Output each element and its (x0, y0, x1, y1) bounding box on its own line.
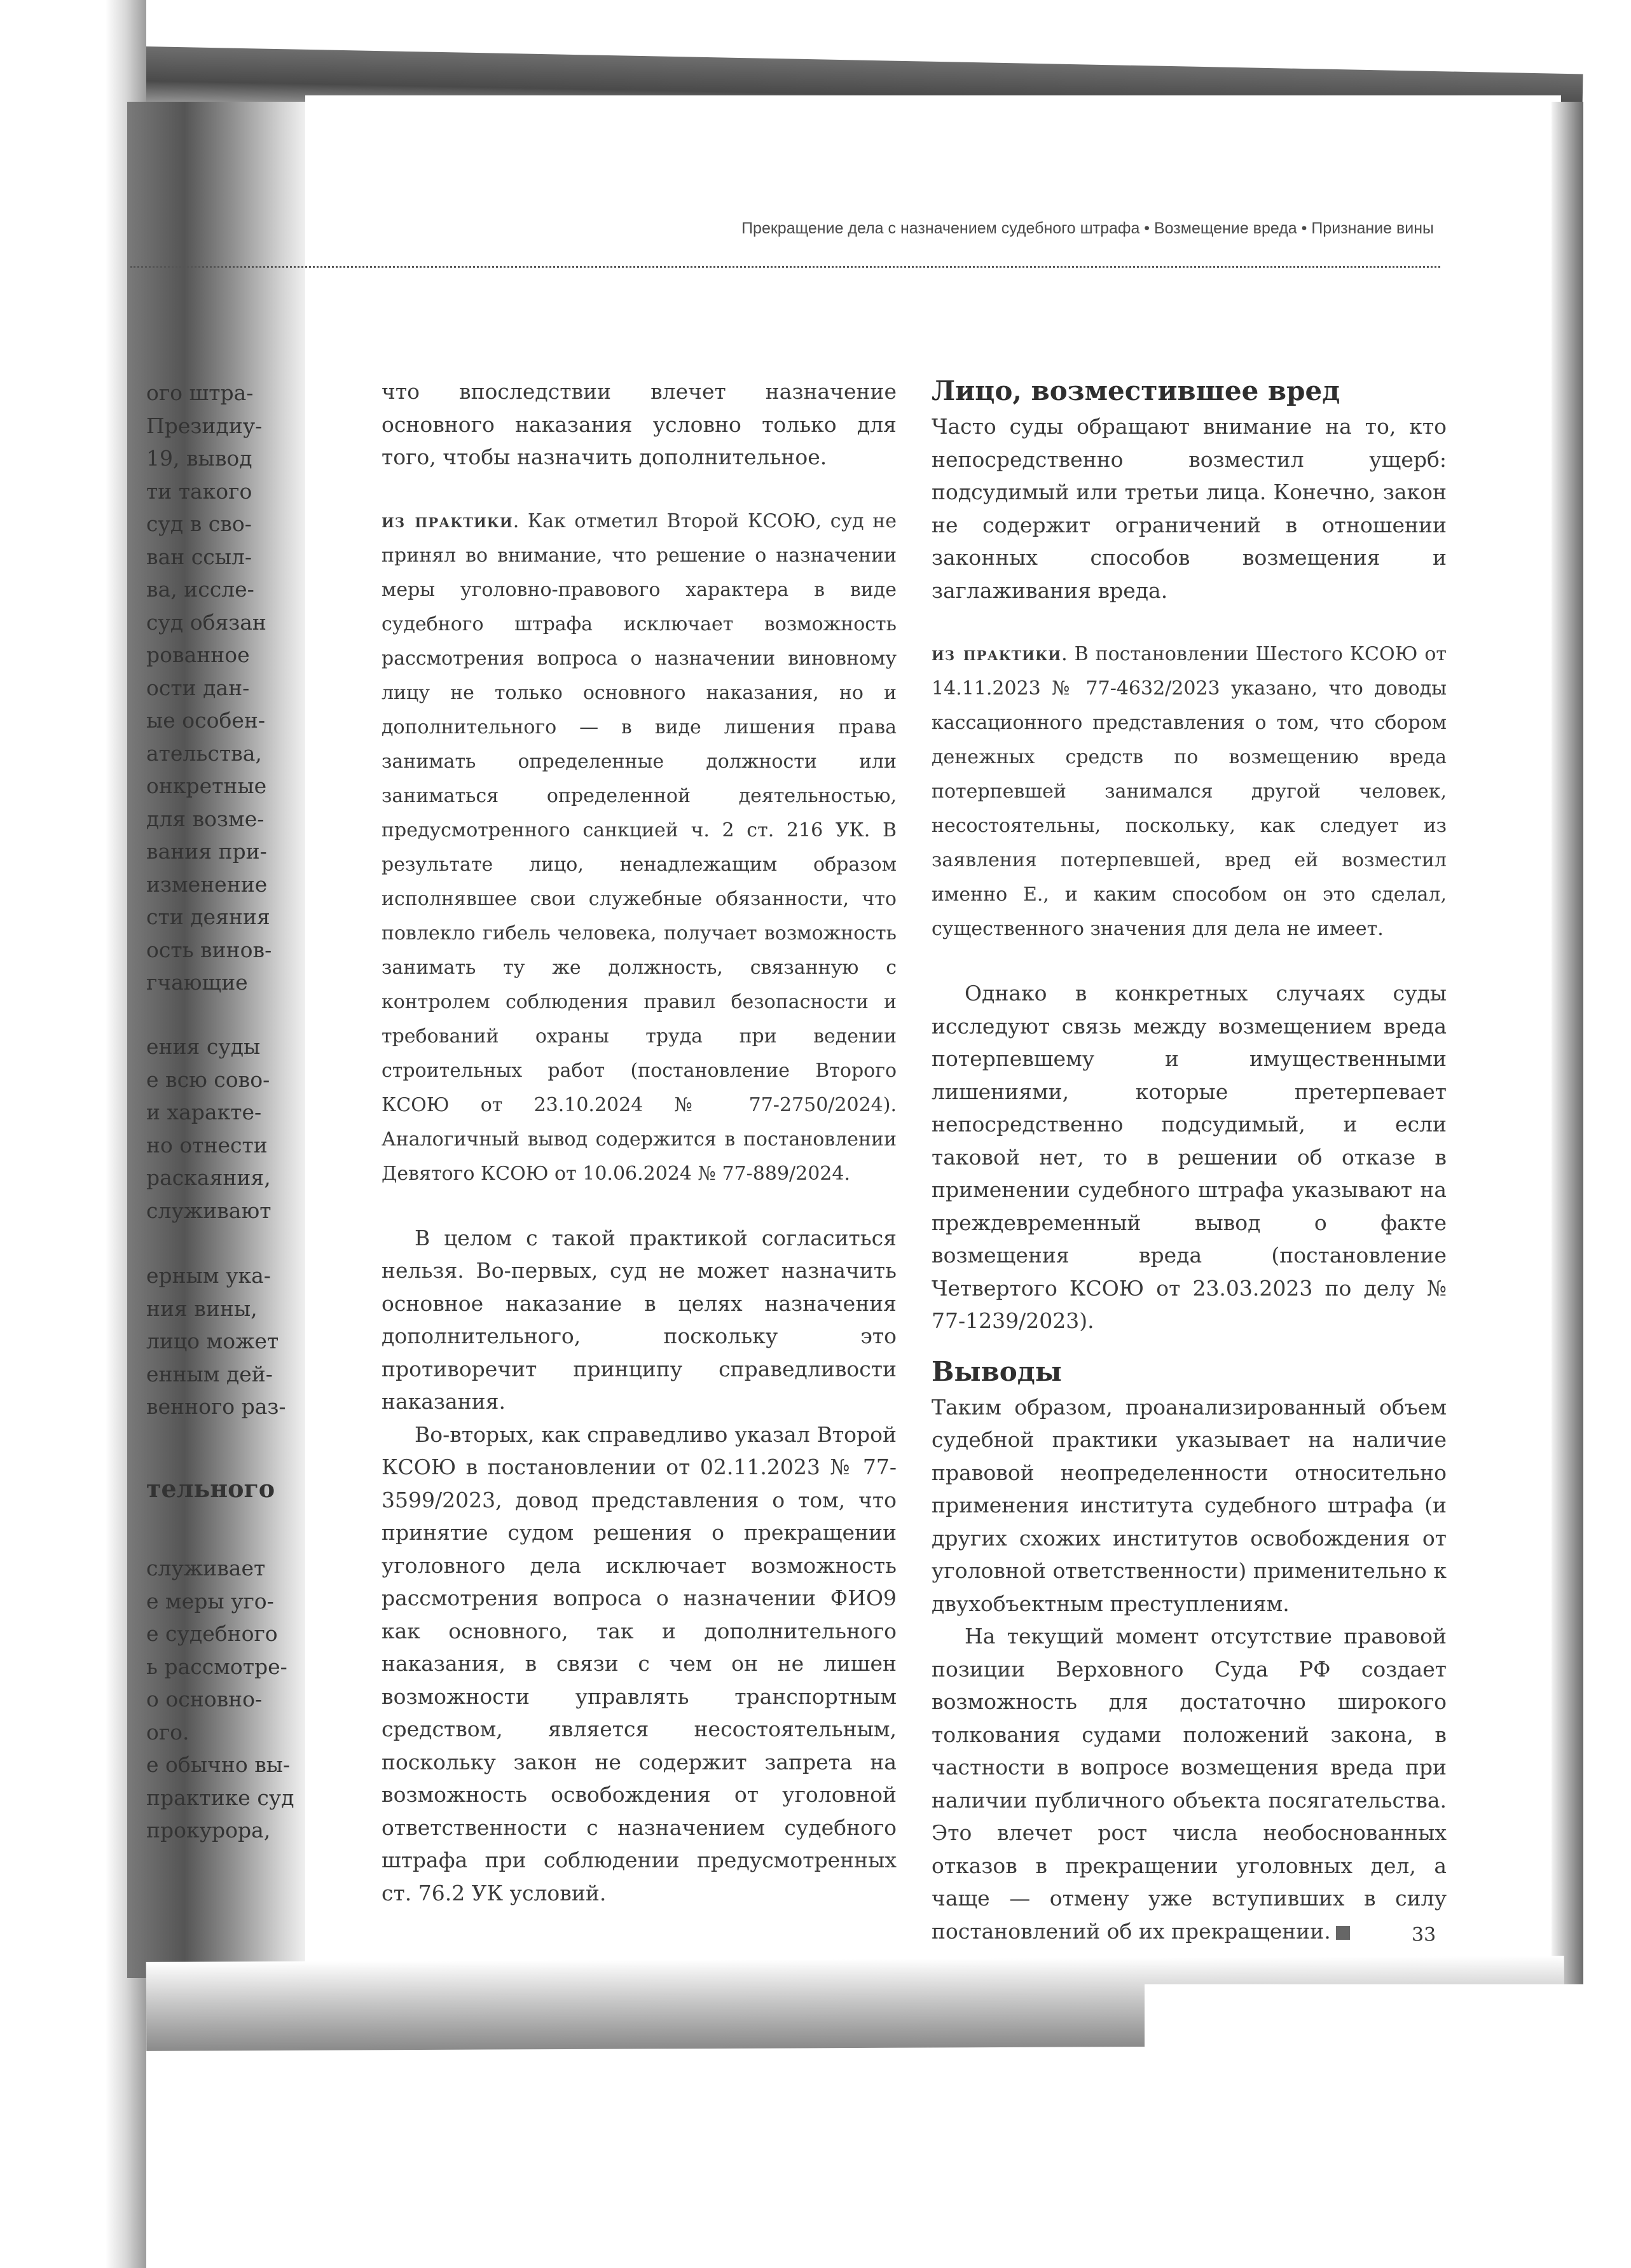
header-dotted-rule (130, 266, 1440, 268)
left-page-line: ва, иссле- (146, 577, 254, 602)
column-right (932, 372, 1447, 1947)
left-page-line: ения суды (146, 1034, 261, 1059)
left-page-line: служивает (146, 1556, 266, 1580)
left-page-line: ые особен- (146, 708, 266, 733)
left-page-line: е обычно вы- (146, 1752, 291, 1777)
left-page-line: прокурора, (146, 1818, 271, 1843)
page-edge-shadow (1552, 102, 1583, 2048)
paragraph: В целом с такой практикой согласиться нельзя. Во-первых, суд не может назначить основное наказание в целях назначения дополнительного, поскольку это противоречит принципу справедливости наказания. (382, 1225, 897, 1414)
left-page-line: енным дей- (146, 1361, 273, 1386)
left-page-fragment-2 (146, 1030, 273, 1227)
practice-box (932, 637, 1447, 946)
left-page-fragment-1 (146, 377, 273, 999)
section-heading: Лицо, возместившее вред (932, 375, 1340, 406)
left-page-line: онкретные (146, 773, 267, 798)
practice-box (382, 504, 897, 1191)
paragraph: Однако в конкретных случаях суды исследуют связь между возмещением вреда потерпевшему и имущественными лишениями, которые претерпевает непосредственно подсудимый, и если таковой нет, то в решении об отказе в применении судебного штрафа указывают на преждевременный вывод о факте возмещения вреда (постановление Четвертого КСОЮ от 23.03.2023 по делу № 77-1239/2023). (932, 981, 1447, 1333)
left-page-line: ти такого (146, 478, 252, 504)
left-page-line: 19, вывод (146, 446, 252, 471)
paragraph (932, 1620, 1447, 1947)
column-left (382, 375, 897, 1909)
left-page-line: ния вины, (146, 1296, 258, 1321)
left-page-line: ерным ука- (146, 1263, 271, 1288)
scan-blank-corner (1145, 1984, 1583, 2067)
left-page-line: ь рассмотре- (146, 1654, 287, 1679)
left-page-line: сти деяния (146, 904, 270, 929)
left-page-line: ван ссыл- (146, 544, 252, 569)
practice-text: . В постановлении Шестого КСОЮ от 14.11.2023 № 77-4632/2023 указано, что доводы кассационного представления о том, что сбором денежных средств по возмещению вреда потерпевшей занимался другой человек, несостоятельны, поскольку, как следует из заявления потерпевшей, вред ей возместил именно Е., и каким способом он это сделал, существенного значения для дела не имеет. (932, 643, 1447, 940)
running-head: Прекращение дела с назначением судебного штрафа • Возмещение вреда • Признание вины (741, 219, 1434, 237)
page-number: 33 (1412, 1924, 1436, 1946)
practice-label: из практики (382, 509, 513, 532)
paragraph: Часто суды обращают внимание на то, кто непосредственно возместил ущерб: подсудимый или третьи лица. Конечно, закон не содержит ограничений в отношении законных способов возмещения и заглаживания вреда. (932, 414, 1447, 603)
left-page-heading: тельного (146, 1474, 275, 1503)
left-page-line: но отнести (146, 1132, 268, 1158)
left-page-line: венного раз- (146, 1394, 286, 1419)
left-page-line: и характе- (146, 1100, 262, 1124)
left-page-line: служивают (146, 1198, 272, 1223)
left-page-line: суд обязан (146, 609, 266, 635)
scan-margin-left (0, 0, 146, 2268)
left-page-line: ого штра- (146, 380, 254, 405)
left-page-line: Президиу- (146, 413, 263, 438)
left-page-line: изменение (146, 871, 268, 897)
left-page-line: е судебного (146, 1621, 278, 1646)
left-page-fragment-4 (146, 1552, 294, 1847)
practice-label: из практики (932, 643, 1062, 665)
left-page-line: вания при- (146, 839, 267, 864)
left-page-line: для возме- (146, 806, 265, 831)
left-page-line: е всю сово- (146, 1067, 270, 1092)
paragraph-text: На текущий момент отсутствие правовой позиции Верховного Суда РФ создает возможность для достаточно широкого толкования судами положений закона, в частности в вопросе возмещения вреда при наличии публичного объекта посягательства. Это влечет рост числа необоснованных отказов в прекращении уголовных дел, а чаще — отмену уже вступивших в силу постановлений об их прекращении. (932, 1624, 1447, 1944)
left-page-line: лицо может (146, 1329, 279, 1353)
left-page-line: ого. (146, 1719, 189, 1745)
left-page-line: о основно- (146, 1687, 263, 1711)
left-page-line: ость винов- (146, 937, 272, 962)
paragraph: что впоследствии влечет назначение основного наказания условно только для того, чтобы назначить дополнительное. (382, 379, 897, 469)
left-page-line: гчающие (146, 970, 248, 995)
paragraph: Во-вторых, как справедливо указал Второй КСОЮ в постановлении от 02.11.2023 № 77-3599/2023, довод представления о том, что принятие судом решения о прекращении уголовного дела исключает возможность рассмотрения вопроса о назначении ФИО9 как основного, так и дополнительного наказания, в связи с чем он не лишен возможности управлять транспортным средством, является несостоятельным, поскольку закон не содержит запрета на возможность освобождения от уголовной ответственности с назначением судебного штрафа при соблюдении предусмотренных ст. 76.2 УК условий. (382, 1421, 897, 1905)
left-page-line: суд в сво- (146, 511, 252, 536)
left-page-line: практике суд (146, 1785, 294, 1810)
section-heading: Выводы (932, 1355, 1062, 1387)
practice-text: . Как отметил Второй КСОЮ, суд не принял во внимание, что решение о назначении меры уголовно-правового характера в виде судебного штрафа исключает возможность рассмотрения вопроса о назначении виновному лицу не только основного наказания, но и дополнительного — в виде лишения права занимать определенные должности или заниматься определенной деятельностью, предусмотренного санкцией ч. 2 ст. 216 УК. В результате лицо, ненадлежащим образом исполнявшее свои служебные обязанности, что повлекло гибель человека, получает возможность занимать ту же должность, связанную с контролем соблюдения правил безопасности и требований охраны труда при ведении строительных работ (постановление Второго КСОЮ от 23.10.2024 № 77-2750/2024). Аналогичный вывод содержится в постановлении Девятого КСОЮ от 10.06.2024 № 77-889/2024. (382, 509, 897, 1185)
left-page-fragment-3 (146, 1259, 286, 1423)
left-page-line: рованное (146, 642, 250, 667)
paragraph: Таким образом, проанализированный объем судебной практики указывает на наличие правовой неопределенности относительно применения института судебного штрафа (и других схожих институтов освобождения от уголовной ответственности) применительно к двухобъектным преступлениям. (932, 1394, 1447, 1616)
left-page-line: ательства, (146, 740, 262, 766)
end-mark-icon (1336, 1926, 1350, 1940)
left-page-line: раскаяния, (146, 1165, 271, 1190)
left-page-line: е меры уго- (146, 1588, 274, 1614)
left-page-line: ости дан- (146, 675, 250, 700)
